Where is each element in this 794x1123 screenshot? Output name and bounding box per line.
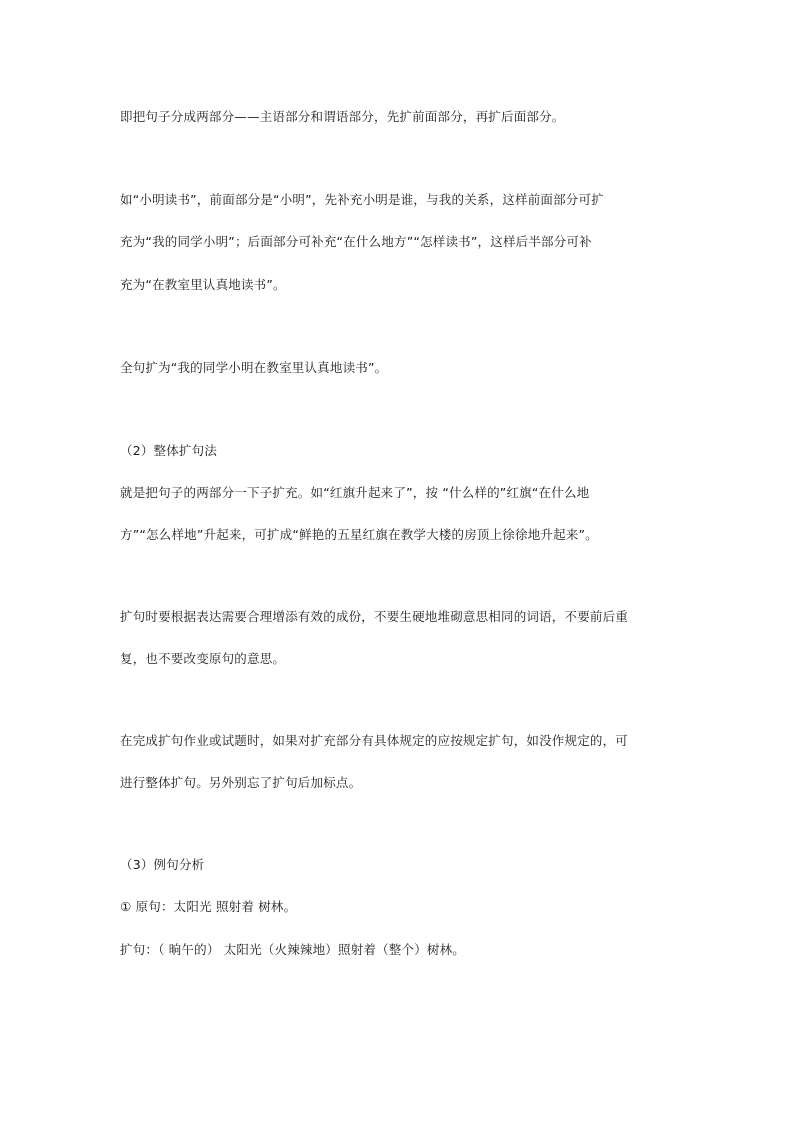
paragraph-line: 就是把句子的两部分一下子扩充。如“红旗升起来了”，按 “什么样的”红旗“在什么地 (120, 485, 590, 500)
paragraph-line: 复，也不要改变原句的意思。 (120, 651, 286, 666)
paragraph-line: 全句扩为“我的同学小明在教室里认真地读书”。 (120, 360, 388, 375)
paragraph-line: 如“小明读书”，前面部分是“小明”，先补充小明是谁，与我的关系，这样前面部分可扩 (120, 192, 604, 207)
paragraph-line: 方”“怎么样地”升起来，可扩成“鲜艳的五星红旗在教学大楼的房顶上徐徐地升起来”。 (120, 527, 598, 542)
paragraph-line: 进行整体扩句。另外别忘了扩句后加标点。 (120, 775, 362, 790)
paragraph-line: 充为“在教室里认真地读书”。 (120, 277, 286, 292)
example-original: ① 原句：太阳光 照射着 树林。 (120, 899, 297, 914)
paragraph-line: 即把句子分成两部分——主语部分和谓语部分，先扩前面部分，再扩后面部分。 (120, 109, 565, 124)
paragraph-line: 充为“我的同学小明”；后面部分可补充“在什么地方”“怎样读书”，这样后半部分可补 (120, 234, 592, 249)
paragraph-line: 在完成扩句作业或试题时，如果对扩充部分有具体规定的应按规定扩句，如没作规定的，可 (120, 733, 629, 748)
section-heading: （3）例句分析 (120, 857, 205, 872)
example-expanded: 扩句：（ 晌午的） 太阳光（火辣辣地）照射着（整个）树林。 (120, 942, 465, 957)
section-heading: （2）整体扩句法 (120, 443, 218, 458)
paragraph-line: 扩句时要根据表达需要合理增添有效的成份，不要生硬地堆砌意思相同的词语，不要前后重 (120, 609, 629, 624)
